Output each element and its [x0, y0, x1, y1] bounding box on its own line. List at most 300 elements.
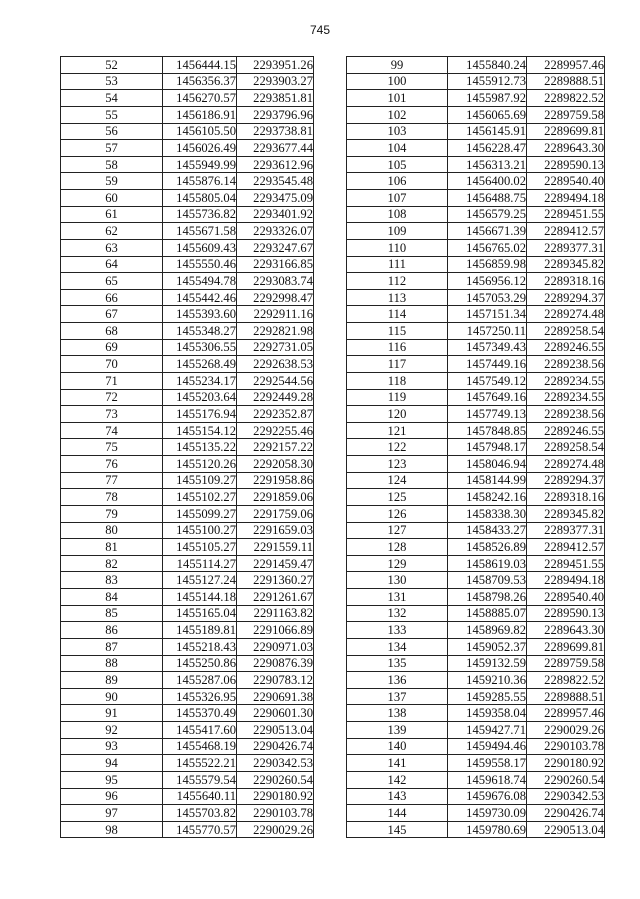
point-number-cell: 82: [61, 555, 163, 572]
table-row: [347, 190, 605, 207]
point-number-cell: 55: [61, 106, 163, 123]
point-number-cell: 133: [347, 622, 448, 639]
x-coordinate-cell: 1456186.91: [163, 106, 237, 123]
x-coordinate-cell: 1455703.82: [163, 805, 237, 822]
x-coordinate-cell: 1455736.82: [163, 206, 237, 223]
y-coordinate-cell: 2289699.81: [527, 123, 605, 140]
point-number-cell: 102: [347, 106, 448, 123]
y-coordinate-cell: 2289274.48: [527, 306, 605, 323]
x-coordinate-cell: 1457649.16: [448, 389, 527, 406]
point-number-cell: 101: [347, 90, 448, 107]
point-number-cell: 142: [347, 771, 448, 788]
table-row: [347, 489, 605, 506]
y-coordinate-cell: 2289258.54: [527, 323, 605, 340]
y-coordinate-cell: 2289451.55: [527, 206, 605, 223]
y-coordinate-cell: 2289957.46: [527, 705, 605, 722]
table-row: [347, 638, 605, 655]
x-coordinate-cell: 1455234.17: [163, 372, 237, 389]
x-coordinate-cell: 1458242.16: [448, 489, 527, 506]
x-coordinate-cell: 1456671.39: [448, 223, 527, 240]
point-number-cell: 73: [61, 406, 163, 423]
point-number-cell: 112: [347, 273, 448, 290]
y-coordinate-cell: 2290876.39: [237, 655, 314, 672]
y-coordinate-cell: 2289759.58: [527, 106, 605, 123]
table-row: [347, 289, 605, 306]
table-row: [61, 406, 314, 423]
table-row: [347, 755, 605, 772]
point-number-cell: 65: [61, 273, 163, 290]
x-coordinate-cell: 1458046.94: [448, 456, 527, 473]
point-number-cell: 94: [61, 755, 163, 772]
x-coordinate-cell: 1456400.02: [448, 173, 527, 190]
x-coordinate-cell: 1455154.12: [163, 422, 237, 439]
point-number-cell: 129: [347, 555, 448, 572]
point-number-cell: 140: [347, 738, 448, 755]
x-coordinate-cell: 1458144.99: [448, 472, 527, 489]
table-row: [347, 106, 605, 123]
point-number-cell: 122: [347, 439, 448, 456]
x-coordinate-cell: 1456145.91: [448, 123, 527, 140]
y-coordinate-cell: 2289246.55: [527, 339, 605, 356]
point-number-cell: 93: [61, 738, 163, 755]
x-coordinate-cell: 1459132.59: [448, 655, 527, 672]
x-coordinate-cell: 1457749.13: [448, 406, 527, 423]
x-coordinate-cell: 1456956.12: [448, 273, 527, 290]
x-coordinate-cell: 1459494.46: [448, 738, 527, 755]
x-coordinate-cell: 1459427.71: [448, 722, 527, 739]
y-coordinate-cell: 2293612.96: [237, 156, 314, 173]
point-number-cell: 115: [347, 323, 448, 340]
table-row: [61, 190, 314, 207]
point-number-cell: 90: [61, 688, 163, 705]
y-coordinate-cell: 2290513.04: [527, 821, 605, 838]
table-row: [61, 356, 314, 373]
y-coordinate-cell: 2289494.18: [527, 572, 605, 589]
table-row: [347, 805, 605, 822]
x-coordinate-cell: 1455102.27: [163, 489, 237, 506]
table-row: [347, 472, 605, 489]
point-number-cell: 137: [347, 688, 448, 705]
table-row: [61, 821, 314, 838]
y-coordinate-cell: 2292058.30: [237, 456, 314, 473]
point-number-cell: 68: [61, 323, 163, 340]
point-number-cell: 96: [61, 788, 163, 805]
x-coordinate-cell: 1455189.81: [163, 622, 237, 639]
table-row: [347, 555, 605, 572]
point-number-cell: 72: [61, 389, 163, 406]
x-coordinate-cell: 1455550.46: [163, 256, 237, 273]
point-number-cell: 103: [347, 123, 448, 140]
x-coordinate-cell: 1455949.99: [163, 156, 237, 173]
y-coordinate-cell: 2289238.56: [527, 356, 605, 373]
table-row: [61, 90, 314, 107]
y-coordinate-cell: 2293796.96: [237, 106, 314, 123]
point-number-cell: 80: [61, 522, 163, 539]
x-coordinate-cell: 1456765.02: [448, 239, 527, 256]
point-number-cell: 120: [347, 406, 448, 423]
table-row: [347, 223, 605, 240]
y-coordinate-cell: 2293677.44: [237, 140, 314, 157]
table-row: [61, 589, 314, 606]
y-coordinate-cell: 2289451.55: [527, 555, 605, 572]
table-row: [347, 788, 605, 805]
point-number-cell: 127: [347, 522, 448, 539]
x-coordinate-cell: 1455640.11: [163, 788, 237, 805]
x-coordinate-cell: 1459558.17: [448, 755, 527, 772]
point-number-cell: 63: [61, 239, 163, 256]
x-coordinate-cell: 1459210.36: [448, 672, 527, 689]
table-row: [61, 688, 314, 705]
x-coordinate-cell: 1456313.21: [448, 156, 527, 173]
y-coordinate-cell: 2289643.30: [527, 140, 605, 157]
point-number-cell: 138: [347, 705, 448, 722]
table-row: [347, 505, 605, 522]
table-row: [61, 738, 314, 755]
y-coordinate-cell: 2293738.81: [237, 123, 314, 140]
y-coordinate-cell: 2293247.67: [237, 239, 314, 256]
y-coordinate-cell: 2292731.05: [237, 339, 314, 356]
x-coordinate-cell: 1455105.27: [163, 539, 237, 556]
y-coordinate-cell: 2292352.87: [237, 406, 314, 423]
table-row: [61, 505, 314, 522]
point-number-cell: 118: [347, 372, 448, 389]
y-coordinate-cell: 2289318.16: [527, 489, 605, 506]
x-coordinate-cell: 1458433.27: [448, 522, 527, 539]
x-coordinate-cell: 1456228.47: [448, 140, 527, 157]
y-coordinate-cell: 2289318.16: [527, 273, 605, 290]
y-coordinate-cell: 2289234.55: [527, 372, 605, 389]
x-coordinate-cell: 1457250.11: [448, 323, 527, 340]
table-row: [61, 57, 314, 74]
point-number-cell: 75: [61, 439, 163, 456]
y-coordinate-cell: 2289412.57: [527, 223, 605, 240]
y-coordinate-cell: 2289494.18: [527, 190, 605, 207]
point-number-cell: 67: [61, 306, 163, 323]
y-coordinate-cell: 2289238.56: [527, 406, 605, 423]
point-number-cell: 141: [347, 755, 448, 772]
table-row: [61, 805, 314, 822]
table-row: [347, 156, 605, 173]
point-number-cell: 104: [347, 140, 448, 157]
y-coordinate-cell: 2291360.27: [237, 572, 314, 589]
table-row: [347, 140, 605, 157]
x-coordinate-cell: 1459358.04: [448, 705, 527, 722]
y-coordinate-cell: 2293903.27: [237, 73, 314, 90]
table-row: [61, 206, 314, 223]
y-coordinate-cell: 2292911.16: [237, 306, 314, 323]
x-coordinate-cell: 1458969.82: [448, 622, 527, 639]
point-number-cell: 109: [347, 223, 448, 240]
table-row: [61, 705, 314, 722]
y-coordinate-cell: 2293545.48: [237, 173, 314, 190]
table-row: [347, 256, 605, 273]
table-row: [61, 273, 314, 290]
y-coordinate-cell: 2290103.78: [237, 805, 314, 822]
x-coordinate-cell: 1455912.73: [448, 73, 527, 90]
table-row: [347, 655, 605, 672]
table-row: [347, 406, 605, 423]
y-coordinate-cell: 2291163.82: [237, 605, 314, 622]
table-row: [61, 289, 314, 306]
point-number-cell: 76: [61, 456, 163, 473]
table-row: [347, 206, 605, 223]
x-coordinate-cell: 1455840.24: [448, 57, 527, 74]
table-row: [347, 273, 605, 290]
point-number-cell: 124: [347, 472, 448, 489]
x-coordinate-cell: 1459618.74: [448, 771, 527, 788]
y-coordinate-cell: 2291958.86: [237, 472, 314, 489]
table-row: [61, 771, 314, 788]
x-coordinate-cell: 1455099.27: [163, 505, 237, 522]
point-number-cell: 134: [347, 638, 448, 655]
table-row: [347, 123, 605, 140]
x-coordinate-cell: 1456356.37: [163, 73, 237, 90]
point-number-cell: 70: [61, 356, 163, 373]
table-row: [347, 522, 605, 539]
table-row: [347, 539, 605, 556]
point-number-cell: 66: [61, 289, 163, 306]
x-coordinate-cell: 1455417.60: [163, 722, 237, 739]
point-number-cell: 79: [61, 505, 163, 522]
table-row: [347, 73, 605, 90]
table-row: [61, 73, 314, 90]
y-coordinate-cell: 2289345.82: [527, 256, 605, 273]
x-coordinate-cell: 1455218.43: [163, 638, 237, 655]
y-coordinate-cell: 2289643.30: [527, 622, 605, 639]
y-coordinate-cell: 2291859.06: [237, 489, 314, 506]
x-coordinate-cell: 1455109.27: [163, 472, 237, 489]
table-row: [347, 688, 605, 705]
y-coordinate-cell: 2290342.53: [527, 788, 605, 805]
y-coordinate-cell: 2289246.55: [527, 422, 605, 439]
point-number-cell: 139: [347, 722, 448, 739]
y-coordinate-cell: 2292255.46: [237, 422, 314, 439]
table-row: [61, 605, 314, 622]
x-coordinate-cell: 1455393.60: [163, 306, 237, 323]
point-number-cell: 128: [347, 539, 448, 556]
y-coordinate-cell: 2289294.37: [527, 289, 605, 306]
x-coordinate-cell: 1456065.69: [448, 106, 527, 123]
x-coordinate-cell: 1458885.07: [448, 605, 527, 622]
table-row: [347, 439, 605, 456]
point-number-cell: 58: [61, 156, 163, 173]
table-row: [347, 572, 605, 589]
x-coordinate-cell: 1456859.98: [448, 256, 527, 273]
y-coordinate-cell: 2293083.74: [237, 273, 314, 290]
point-number-cell: 130: [347, 572, 448, 589]
table-row: [61, 339, 314, 356]
table-row: [61, 555, 314, 572]
x-coordinate-cell: 1457948.17: [448, 439, 527, 456]
table-row: [61, 323, 314, 340]
x-coordinate-cell: 1455326.95: [163, 688, 237, 705]
table-row: [61, 372, 314, 389]
x-coordinate-cell: 1455268.49: [163, 356, 237, 373]
x-coordinate-cell: 1455306.55: [163, 339, 237, 356]
x-coordinate-cell: 1455250.86: [163, 655, 237, 672]
point-number-cell: 111: [347, 256, 448, 273]
coordinate-table-left: [60, 56, 314, 838]
point-number-cell: 89: [61, 672, 163, 689]
point-number-cell: 144: [347, 805, 448, 822]
x-coordinate-cell: 1455770.57: [163, 821, 237, 838]
y-coordinate-cell: 2290971.03: [237, 638, 314, 655]
y-coordinate-cell: 2290103.78: [527, 738, 605, 755]
y-coordinate-cell: 2289699.81: [527, 638, 605, 655]
x-coordinate-cell: 1455203.64: [163, 389, 237, 406]
point-number-cell: 97: [61, 805, 163, 822]
point-number-cell: 126: [347, 505, 448, 522]
y-coordinate-cell: 2292821.98: [237, 323, 314, 340]
point-number-cell: 52: [61, 57, 163, 74]
x-coordinate-cell: 1456105.50: [163, 123, 237, 140]
x-coordinate-cell: 1455165.04: [163, 605, 237, 622]
table-row: [347, 771, 605, 788]
table-row: [61, 472, 314, 489]
point-number-cell: 85: [61, 605, 163, 622]
y-coordinate-cell: 2290260.54: [527, 771, 605, 788]
y-coordinate-cell: 2289759.58: [527, 655, 605, 672]
table-row: [347, 239, 605, 256]
table-row: [347, 323, 605, 340]
point-number-cell: 53: [61, 73, 163, 90]
point-number-cell: 54: [61, 90, 163, 107]
y-coordinate-cell: 2289822.52: [527, 90, 605, 107]
y-coordinate-cell: 2290426.74: [237, 738, 314, 755]
point-number-cell: 106: [347, 173, 448, 190]
table-row: [61, 522, 314, 539]
coordinate-table-right: [346, 56, 605, 838]
y-coordinate-cell: 2289234.55: [527, 389, 605, 406]
table-row: [61, 306, 314, 323]
table-row: [61, 140, 314, 157]
point-number-cell: 92: [61, 722, 163, 739]
y-coordinate-cell: 2289590.13: [527, 605, 605, 622]
table-row: [347, 372, 605, 389]
point-number-cell: 143: [347, 788, 448, 805]
coordinate-table-right-body: [347, 57, 605, 838]
y-coordinate-cell: 2293951.26: [237, 57, 314, 74]
point-number-cell: 84: [61, 589, 163, 606]
point-number-cell: 132: [347, 605, 448, 622]
point-number-cell: 98: [61, 821, 163, 838]
page-number: 745: [309, 23, 331, 37]
y-coordinate-cell: 2290029.26: [237, 821, 314, 838]
x-coordinate-cell: 1455176.94: [163, 406, 237, 423]
point-number-cell: 56: [61, 123, 163, 140]
point-number-cell: 62: [61, 223, 163, 240]
point-number-cell: 77: [61, 472, 163, 489]
x-coordinate-cell: 1455494.78: [163, 273, 237, 290]
x-coordinate-cell: 1457449.16: [448, 356, 527, 373]
y-coordinate-cell: 2293475.09: [237, 190, 314, 207]
coordinate-table-left-body: [61, 57, 314, 838]
point-number-cell: 99: [347, 57, 448, 74]
table-row: [347, 306, 605, 323]
x-coordinate-cell: 1456579.25: [448, 206, 527, 223]
y-coordinate-cell: 2289377.31: [527, 522, 605, 539]
point-number-cell: 108: [347, 206, 448, 223]
point-number-cell: 87: [61, 638, 163, 655]
table-row: [347, 173, 605, 190]
y-coordinate-cell: 2289540.40: [527, 589, 605, 606]
x-coordinate-cell: 1456444.15: [163, 57, 237, 74]
table-row: [61, 456, 314, 473]
table-row: [347, 705, 605, 722]
x-coordinate-cell: 1459780.69: [448, 821, 527, 838]
y-coordinate-cell: 2289590.13: [527, 156, 605, 173]
table-row: [61, 655, 314, 672]
y-coordinate-cell: 2289888.51: [527, 73, 605, 90]
point-number-cell: 83: [61, 572, 163, 589]
y-coordinate-cell: 2290260.54: [237, 771, 314, 788]
table-row: [61, 638, 314, 655]
table-row: [61, 489, 314, 506]
x-coordinate-cell: 1455100.27: [163, 522, 237, 539]
point-number-cell: 125: [347, 489, 448, 506]
table-row: [61, 439, 314, 456]
table-row: [61, 672, 314, 689]
point-number-cell: 71: [61, 372, 163, 389]
table-row: [61, 539, 314, 556]
table-row: [347, 57, 605, 74]
table-row: [61, 572, 314, 589]
x-coordinate-cell: 1458709.53: [448, 572, 527, 589]
x-coordinate-cell: 1459730.09: [448, 805, 527, 822]
point-number-cell: 145: [347, 821, 448, 838]
y-coordinate-cell: 2290342.53: [237, 755, 314, 772]
table-row: [347, 456, 605, 473]
y-coordinate-cell: 2290513.04: [237, 722, 314, 739]
table-row: [347, 356, 605, 373]
point-number-cell: 114: [347, 306, 448, 323]
x-coordinate-cell: 1455114.27: [163, 555, 237, 572]
table-row: [61, 755, 314, 772]
point-number-cell: 116: [347, 339, 448, 356]
table-row: [61, 422, 314, 439]
x-coordinate-cell: 1457549.12: [448, 372, 527, 389]
y-coordinate-cell: 2291759.06: [237, 505, 314, 522]
y-coordinate-cell: 2289888.51: [527, 688, 605, 705]
table-row: [347, 90, 605, 107]
y-coordinate-cell: 2292638.53: [237, 356, 314, 373]
y-coordinate-cell: 2292449.28: [237, 389, 314, 406]
x-coordinate-cell: 1457151.34: [448, 306, 527, 323]
x-coordinate-cell: 1456488.75: [448, 190, 527, 207]
y-coordinate-cell: 2292998.47: [237, 289, 314, 306]
y-coordinate-cell: 2289540.40: [527, 173, 605, 190]
table-row: [347, 672, 605, 689]
point-number-cell: 81: [61, 539, 163, 556]
point-number-cell: 100: [347, 73, 448, 90]
x-coordinate-cell: 1455348.27: [163, 323, 237, 340]
x-coordinate-cell: 1459052.37: [448, 638, 527, 655]
table-row: [61, 722, 314, 739]
table-row: [61, 223, 314, 240]
y-coordinate-cell: 2289957.46: [527, 57, 605, 74]
point-number-cell: 119: [347, 389, 448, 406]
y-coordinate-cell: 2291066.89: [237, 622, 314, 639]
x-coordinate-cell: 1458619.03: [448, 555, 527, 572]
x-coordinate-cell: 1459285.55: [448, 688, 527, 705]
table-row: [347, 722, 605, 739]
table-row: [61, 173, 314, 190]
y-coordinate-cell: 2289822.52: [527, 672, 605, 689]
x-coordinate-cell: 1455987.92: [448, 90, 527, 107]
point-number-cell: 86: [61, 622, 163, 639]
x-coordinate-cell: 1455671.58: [163, 223, 237, 240]
table-row: [347, 339, 605, 356]
